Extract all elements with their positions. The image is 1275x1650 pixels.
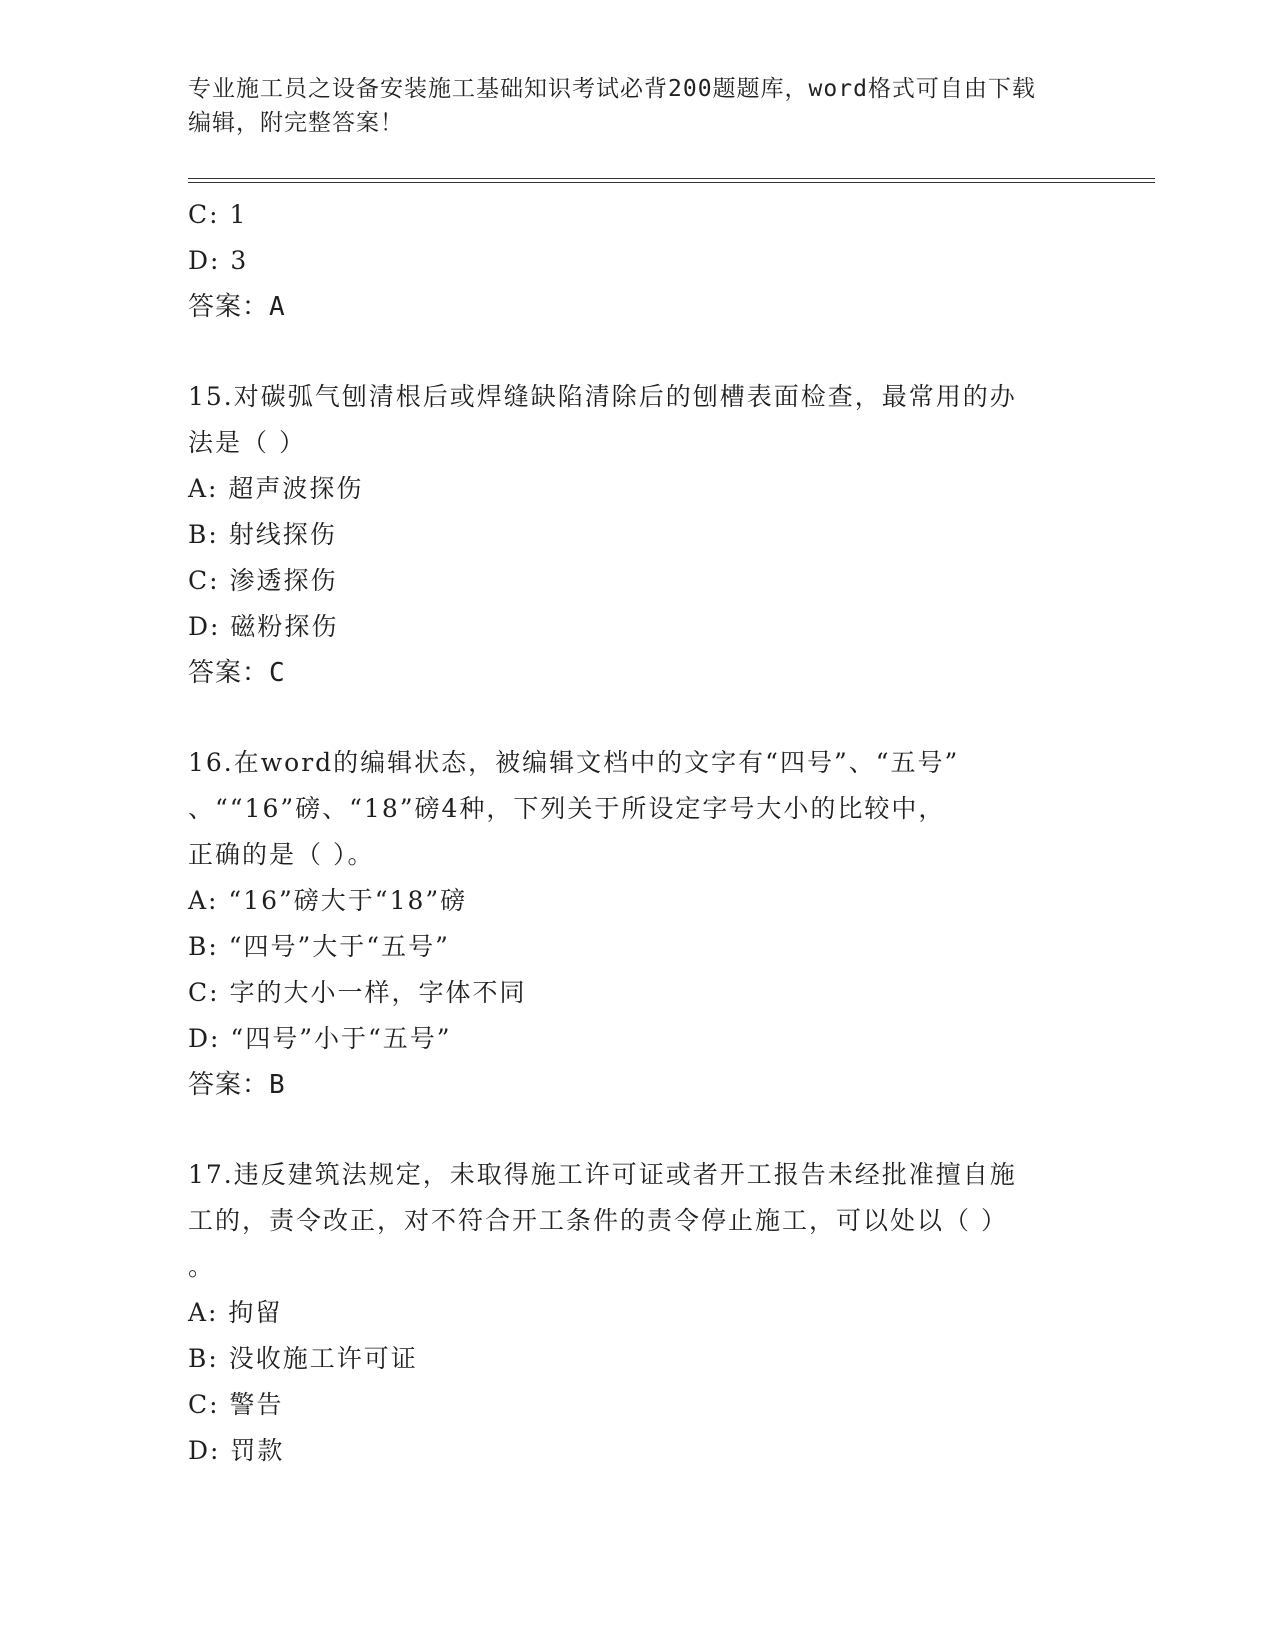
option-d: D: 磁粉探伤	[188, 612, 339, 641]
question-17	[188, 1152, 1088, 1474]
question-stem-line: 16.在word的编辑状态，被编辑文档中的文字有“四号”、“五号”	[188, 748, 960, 777]
question-stem-line: 。	[188, 1252, 216, 1281]
header-line-2: 编辑，附完整答案！	[188, 110, 404, 136]
option-b: B: “四号”大于“五号”	[188, 932, 450, 961]
answer-line: 答案：C	[188, 658, 286, 688]
option-a: A: 超声波探伤	[188, 474, 364, 503]
question-stem-line: 法是（ ）	[188, 428, 306, 457]
document-body	[188, 192, 1088, 1474]
question-16	[188, 740, 1088, 1108]
option-c: C: 字的大小一样，字体不同	[188, 978, 527, 1007]
header-divider-top	[188, 178, 1155, 179]
option-a: A: 拘留	[188, 1298, 283, 1327]
option-b: B: 射线探伤	[188, 520, 337, 549]
question-14-tail	[188, 192, 1088, 330]
question-stem-line: 正确的是（ ）。	[188, 840, 375, 869]
question-stem-line: 15.对碳弧气刨清根后或焊缝缺陷清除后的刨槽表面检查，最常用的办	[188, 382, 1017, 411]
option-d: D: 罚款	[188, 1436, 285, 1465]
answer-line: 答案：A	[188, 292, 286, 322]
question-stem-line: 、““16”磅、“18”磅4种，下列关于所设定字号大小的比较中，	[188, 794, 946, 823]
question-15	[188, 374, 1088, 696]
header-divider-bottom	[188, 182, 1155, 183]
question-stem-line: 17.违反建筑法规定，未取得施工许可证或者开工报告未经批准擅自施	[188, 1160, 1017, 1189]
answer-line: 答案：B	[188, 1070, 286, 1100]
document-header	[188, 72, 1088, 140]
header-line-1: 专业施工员之设备安装施工基础知识考试必背200题题库，word格式可自由下载	[188, 76, 1036, 102]
option-b: B: 没收施工许可证	[188, 1344, 418, 1373]
option-a: A: “16”磅大于“18”磅	[188, 886, 468, 915]
option-c: C: 渗透探伤	[188, 566, 338, 595]
option-d: D: “四号”小于“五号”	[188, 1024, 452, 1053]
question-stem-line: 工的，责令改正，对不符合开工条件的责令停止施工，可以处以（ ）	[188, 1206, 1008, 1235]
option-d: D: 3	[188, 246, 249, 275]
option-c: C: 1	[188, 200, 248, 229]
option-c: C: 警告	[188, 1390, 284, 1419]
